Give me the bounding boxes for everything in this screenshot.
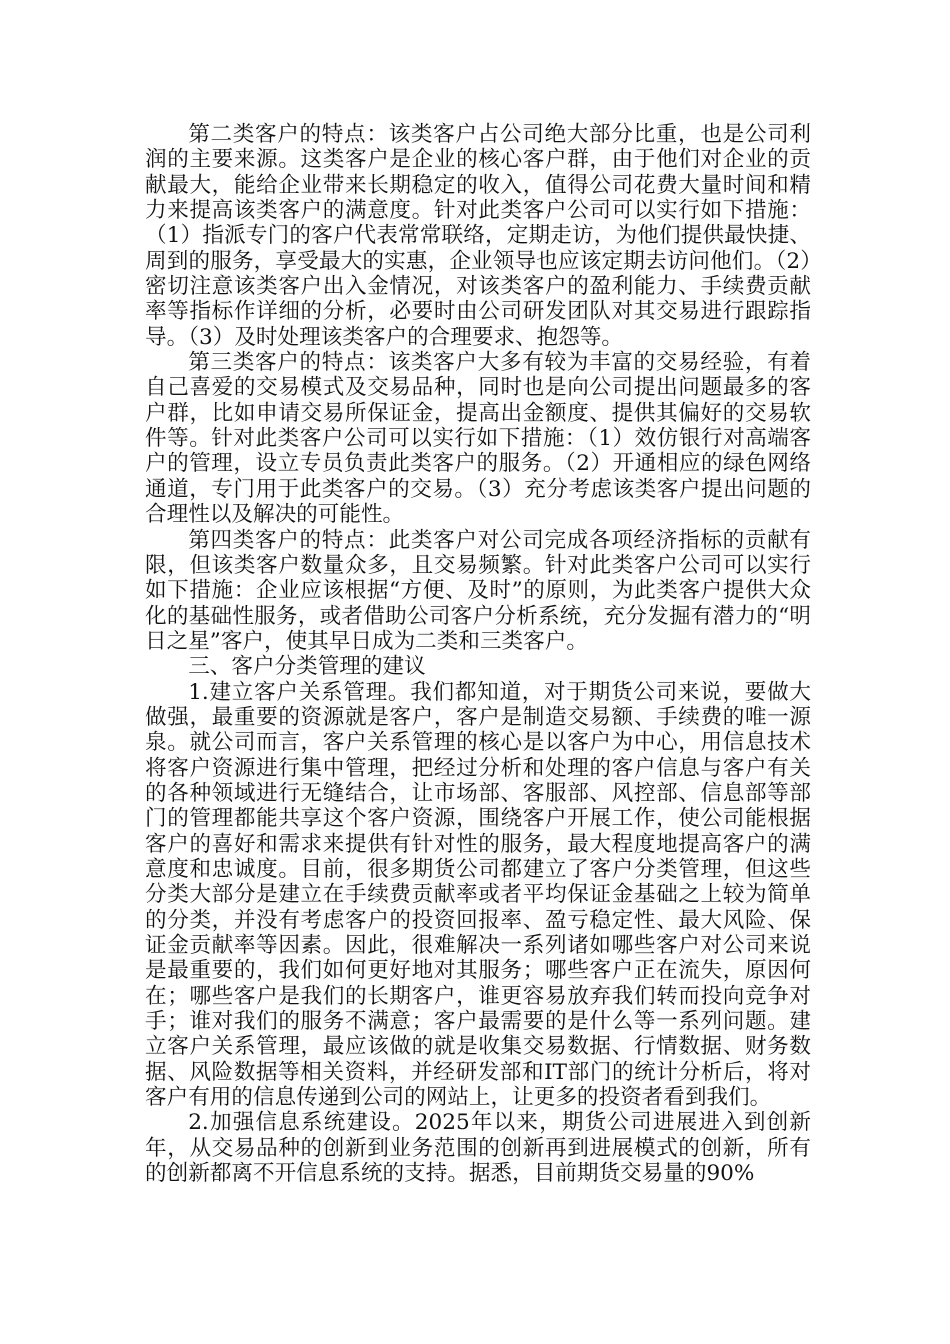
section-heading: 三、客户分类管理的建议 [188, 654, 426, 680]
document-body [145, 122, 811, 1186]
paragraph-type-four-clients: 第四类客户的特点：此类客户对公司完成各项经济指标的贡献有限，但该类客户数量众多，且交易频繁。针对此类客户公司可以实行如下措施：企业应该根据“方便、及时”的原则，为此类客户提供大众化的基础性服务，或者借助公司客户分析系统，充分发掘有潜力的“明日之星”客户，使其早日成为二类和三类客户。 [145, 527, 811, 654]
paragraph-crm-suggestion: 1.建立客户关系管理。我们都知道，对于期货公司来说，要做大做强，最重要的资源就是客户，客户是制造交易额、手续费的唯一源泉。就公司而言，客户关系管理的核心是以客户为中心，用信息技术将客户资源进行集中管理，把经过分析和处理的客户信息与客户有关的各种领域进行无缝结合，让市场部、客服部、风控部、信息部等部门的管理都能共享这个客户资源，围绕客户开展工作，使公司能根据客户的喜好和需求来提供有针对性的服务，最大程度地提高客户的满意度和忠诚度。目前，很多期货公司都建立了客户分类管理，但这些分类大部分是建立在手续费贡献率或者平均保证金基础之上较为简单的分类，并没有考虑客户的投资回报率、盈亏稳定性、最大风险、保证金贡献率等因素。因此，很难解决一系列诸如哪些客户对公司来说是最重要的，我们如何更好地对其服务；哪些客户正在流失，原因何在；哪些客户是我们的长期客户，谁更容易放弃我们转而投向竞争对手；谁对我们的服务不满意；客户最需要的是什么等一系列问题。建立客户关系管理，最应该做的就是收集交易数据、行情数据、财务数据、风险数据等相关资料，并经研发部和IT部门的统计分析后，将对客户有用的信息传递到公司的网站上，让更多的投资者看到我们。 [145, 679, 811, 1111]
paragraph-type-three-clients: 第三类客户的特点：该类客户大多有较为丰富的交易经验，有着自己喜爱的交易模式及交易品种，同时也是向公司提出问题最多的客户群，比如申请交易所保证金，提高出金额度、提供其偏好的交易软件等。针对此类客户公司可以实行如下措施：（1）效仿银行对高端客户的管理，设立专员负责此类客户的服务。（2）开通相应的绿色网络通道，专门用于此类客户的交易。（3）充分考虑该类客户提出问题的合理性以及解决的可能性。 [145, 350, 811, 528]
paragraph-information-system: 2.加强信息系统建设。2025年以来，期货公司进展进入到创新年，从交易品种的创新到业务范围的创新再到进展模式的创新，所有的创新都离不开信息系统的支持。据悉，目前期货交易量的90% [145, 1110, 811, 1187]
paragraph-type-two-clients: 第二类客户的特点：该类客户占公司绝大部分比重，也是公司利润的主要来源。这类客户是企业的核心客户群，由于他们对企业的贡献最大，能给企业带来长期稳定的收入，值得公司花费大量时间和精力来提高该类客户的满意度。针对此类客户公司可以实行如下措施：（1）指派专门的客户代表常常联络，定期走访，为他们提供最快捷、周到的服务，享受最大的实惠，企业领导也应该定期去访问他们。（2）密切注意该类客户出入金情况，对该类客户的盈利能力、手续费贡献率等指标作详细的分析，必要时由公司研发团队对其交易进行跟踪指导。（3）及时处理该类客户的合理要求、抱怨等。 [145, 122, 811, 350]
